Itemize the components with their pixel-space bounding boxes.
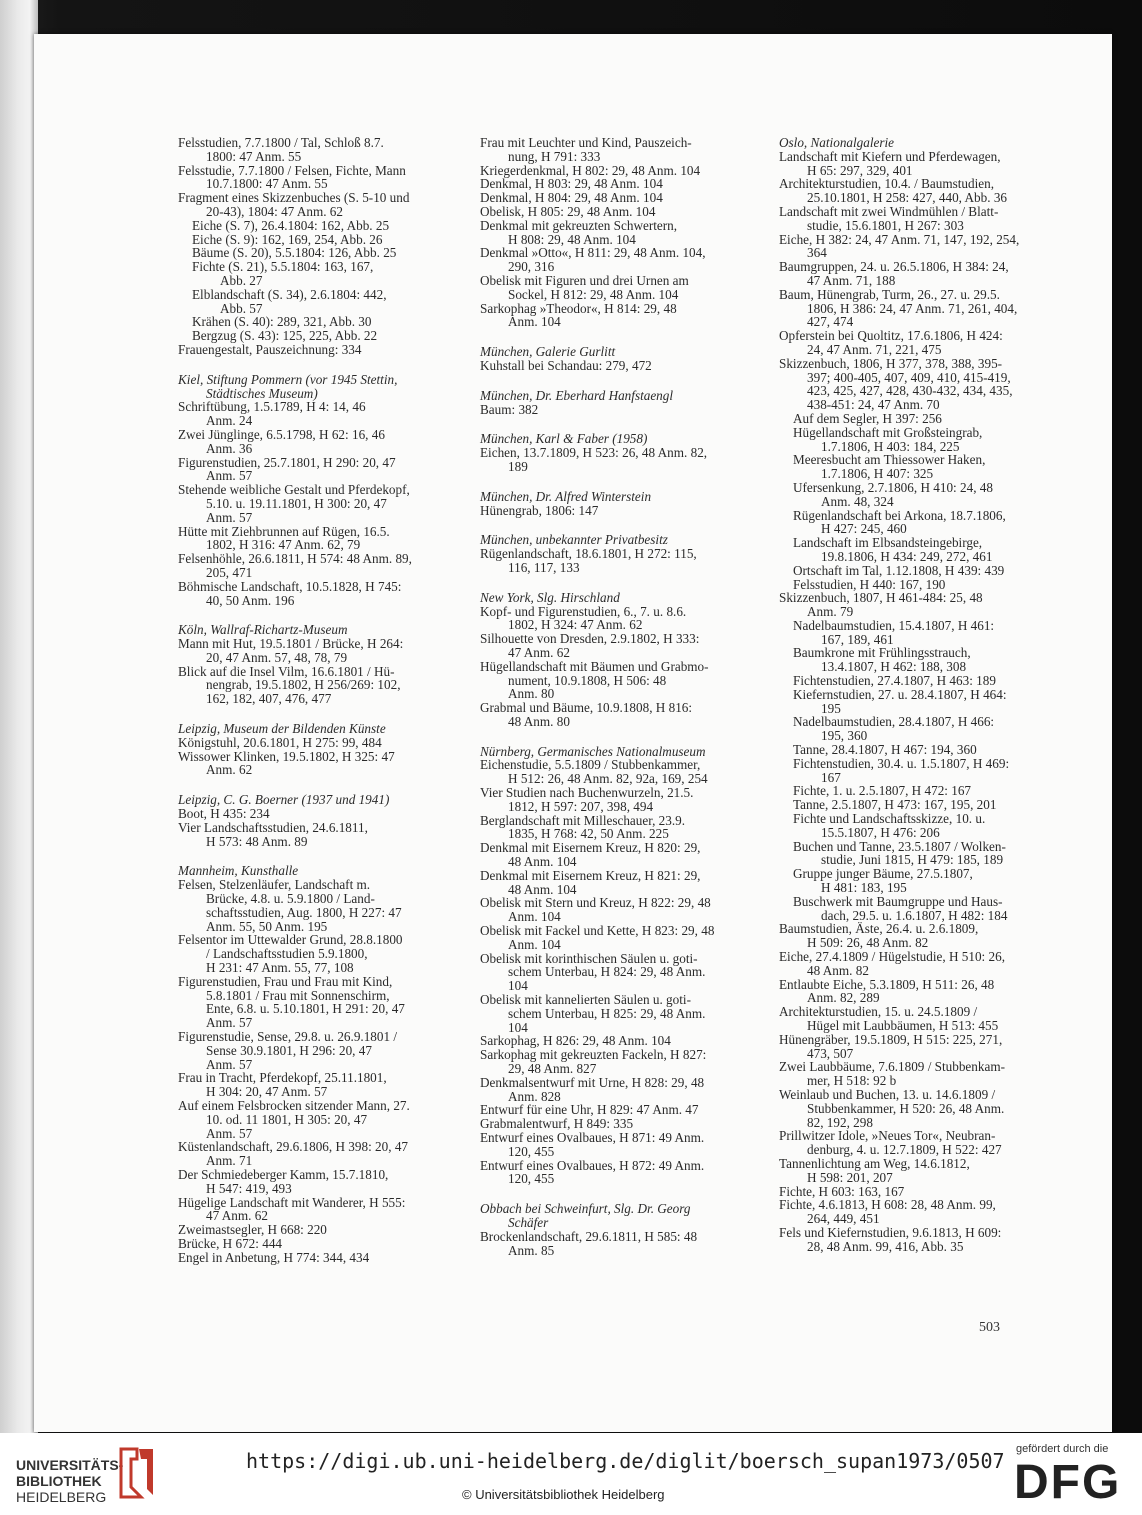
index-subentry: Bäume (S. 20), 5.5.1804: 126, Abb. 25 (192, 245, 397, 261)
collection-heading: Leipzig, C. G. Boerner (1937 und 1941) (178, 792, 390, 808)
index-entry: Hügelige Landschaft mit Wanderer, H 555: 47 Anm. 62 (178, 1194, 406, 1224)
permalink-url[interactable]: https://digi.ub.uni-heidelberg.de/diglit/boersch_supan1973/0507 (246, 1449, 1005, 1473)
collection-heading: Leipzig, Museum der Bildenden Künste (178, 721, 386, 737)
index-subentry: Ortschaft im Tal, 1.12.1808, H 439: 439 (793, 562, 1005, 578)
index-entry: Königstuhl, 20.6.1801, H 275: 99, 484 (178, 734, 382, 750)
index-subentry: Kiefernstudien, 27. u. 28.4.1807, H 464: 195 (793, 686, 1007, 716)
index-entry: Figurenstudien, Frau und Frau mit Kind, 5.8.1801 / Frau mit Sonnenschirm, Ente, 6.8. u. 5.10.1801, H 291: 20, 47 Anm. 57 (178, 973, 405, 1031)
index-subentry: Bergzug (S. 43): 125, 225, Abb. 22 (192, 328, 378, 344)
library-name-line-2: BIBLIOTHEK (16, 1473, 102, 1489)
index-subentry: Krähen (S. 40): 289, 321, Abb. 30 (192, 314, 372, 330)
index-entry: Felsstudie, 7.7.1800 / Felsen, Fichte, Mann 10.7.1800: 47 Anm. 55 (178, 162, 406, 192)
index-subentry: Tanne, 28.4.1807, H 467: 194, 360 (793, 742, 977, 758)
index-entry: Entlaubte Eiche, 5.3.1809, H 511: 26, 48 Anm. 82, 289 (779, 976, 995, 1006)
index-entry: Figurenstudien, 25.7.1801, H 290: 20, 47 Anm. 57 (178, 454, 396, 484)
index-column-1 (178, 136, 443, 1265)
index-entry: Sarkophag mit gekreuzten Fackeln, H 827: 29, 48 Anm. 827 (480, 1047, 707, 1077)
index-entry: Frau mit Leuchter und Kind, Pauszeich- nung, H 791: 333 (480, 135, 692, 164)
index-entry: Mann mit Hut, 19.5.1801 / Brücke, H 264: 20, 47 Anm. 57, 48, 78, 79 (178, 636, 404, 665)
library-name-line-1: UNIVERSITÄTS- (16, 1457, 124, 1473)
page-number: 503 (979, 1320, 1000, 1335)
index-subentry: Auf dem Segler, H 397: 256 (793, 410, 942, 426)
index-entry: Hütte mit Ziehbrunnen auf Rügen, 16.5. 1802, H 316: 47 Anm. 62, 79 (178, 523, 390, 553)
index-entry: Böhmische Landschaft, 10.5.1828, H 745: 40, 50 Anm. 196 (178, 578, 402, 608)
library-name-line-3: HEIDELBERG (16, 1489, 107, 1505)
index-subentry: Felsstudien, H 440: 167, 190 (793, 576, 946, 592)
index-entry: Grabmalentwurf, H 849: 335 (480, 1116, 634, 1132)
index-entry: Fichte, H 603: 163, 167 (779, 1183, 905, 1199)
index-entry: Baumstudien, Äste, 26.4. u. 2.6.1809, H 509: 26, 48 Anm. 82 (779, 921, 979, 951)
index-subentry: Nadelbaumstudien, 15.4.1807, H 461: 167, 189, 461 (793, 617, 995, 647)
index-entry: Obelisk mit kannelierten Säulen u. goti- schem Unterbau, H 825: 29, 48 Anm. 104 (480, 992, 706, 1035)
index-column-3 (779, 136, 1042, 1254)
index-entry: Prillwitzer Idole, »Neues Tor«, Neubran- denburg, 4. u. 12.7.1809, H 522: 427 (779, 1128, 1002, 1158)
index-subentry: Buschwerk mit Baumgruppe und Haus- dach, 29.5. u. 1.6.1807, H 482: 184 (793, 893, 1008, 923)
collection-heading: Oslo, Nationalgalerie (779, 135, 895, 150)
index-entry: Brockenlandschaft, 29.6.1811, H 585: 48 Anm. 85 (480, 1228, 698, 1258)
index-entry: Opferstein bei Quoltitz, 17.6.1806, H 424: 24, 47 Anm. 71, 221, 475 (779, 328, 1003, 357)
index-subentry: Eiche (S. 9): 162, 169, 254, Abb. 26 (192, 231, 383, 247)
index-column-2 (480, 136, 742, 1257)
index-entry: Denkmal »Otto«, H 811: 29, 48 Anm. 104, 290, 316 (480, 245, 706, 275)
collection-heading: München, Dr. Eberhard Hanfstaengl (480, 387, 674, 403)
index-entry: Hünengräber, 19.5.1809, H 515: 225, 271, 473, 507 (779, 1031, 1003, 1061)
index-entry: Baum, Hünengrab, Turm, 26., 27. u. 29.5. 1806, H 386: 24, 47 Anm. 71, 261, 404, 427, 474 (779, 286, 1018, 330)
index-entry: Felsstudien, 7.7.1800 / Tal, Schloß 8.7. 1800: 47 Anm. 55 (178, 135, 384, 164)
index-entry: Felsen, Stelzenläufer, Landschaft m. Brücke, 4.8. u. 5.9.1800 / Land- schaftsstudien, Aug. 1800, H 227: 47 Anm. 55, 50 Anm. 195 (178, 877, 402, 934)
index-entry: Landschaft mit zwei Windmühlen / Blatt- studie, 15.6.1801, H 267: 303 (779, 203, 999, 233)
index-entry: Skizzenbuch, 1806, H 377, 378, 388, 395- 397; 400-405, 407, 409, 410, 415-419, 423, 425, 427, 428, 430-432, 434, 435, 438-451: 24, 47 Anm. 70 (779, 355, 1013, 413)
index-subentry: Fichte (S. 21), 5.5.1804: 163, 167, Abb. 27 (192, 259, 374, 288)
index-entry: Tannenlichtung am Weg, 14.6.1812, H 598: 201, 207 (779, 1155, 970, 1185)
collection-heading: Kiel, Stiftung Pommern (vor 1945 Stettin, Städtisches Museum) (178, 371, 398, 401)
index-entry: Baum: 382 (480, 401, 539, 417)
index-entry: Küstenlandschaft, 29.6.1806, H 398: 20, 47 Anm. 71 (178, 1139, 409, 1169)
index-entry: Denkmal, H 803: 29, 48 Anm. 104 (480, 176, 663, 192)
index-entry: Engel in Anbetung, H 774: 344, 434 (178, 1249, 370, 1265)
index-entry: Kriegerdenkmal, H 802: 29, 48 Anm. 104 (480, 162, 701, 178)
index-entry: Landschaft mit Kiefern und Pferdewagen, H 65: 297, 329, 401 (779, 148, 1001, 178)
index-entry: Der Schmiedeberger Kamm, 15.7.1810, H 547: 419, 493 (178, 1166, 389, 1196)
index-subentry: Ufersenkung, 2.7.1806, H 410: 24, 48 Anm. 48, 324 (793, 479, 993, 509)
index-subentry: Fichtenstudien, 30.4. u. 1.5.1807, H 469: 167 (793, 755, 1010, 785)
dfg-logo-icon[interactable]: DFG (1014, 1456, 1122, 1509)
index-entry: Eiche, 27.4.1809 / Hügelstudie, H 510: 26, 48 Anm. 82 (779, 949, 1005, 978)
index-entry: Entwurf für eine Uhr, H 829: 47 Anm. 47 (480, 1102, 699, 1118)
funding-label: gefördert durch die (1016, 1443, 1109, 1455)
index-subentry: Baumkrone mit Frühlingsstrauch, 13.4.1807, H 462: 188, 308 (793, 645, 971, 675)
index-subentry: Buchen und Tanne, 23.5.1807 / Wolken- studie, Juni 1815, H 479: 185, 189 (793, 838, 1006, 868)
index-entry: Eichen, 13.7.1809, H 523: 26, 48 Anm. 82, 189 (480, 445, 708, 474)
index-entry: Denkmalsentwurf mit Urne, H 828: 29, 48 Anm. 828 (480, 1074, 705, 1104)
index-subentry: Fichte, 1. u. 2.5.1807, H 472: 167 (793, 783, 972, 799)
book-page (34, 34, 1112, 1432)
index-entry: Frau in Tracht, Pferdekopf, 25.11.1801, H 304: 20, 47 Anm. 57 (178, 1070, 387, 1100)
collection-heading: Köln, Wallraf-Richartz-Museum (178, 622, 348, 638)
index-entry: Obelisk mit korinthischen Säulen u. goti- schem Unterbau, H 824: 29, 48 Anm. 104 (480, 950, 706, 994)
index-entry: Sarkophag »Theodor«, H 814: 29, 48 Anm. 104 (480, 300, 677, 330)
index-entry: Grabmal und Bäume, 10.9.1808, H 816: 48 Anm. 80 (480, 700, 693, 729)
index-subentry: Rügenlandschaft bei Arkona, 18.7.1806, H 427: 245, 460 (793, 507, 1006, 537)
index-entry: Vier Landschaftsstudien, 24.6.1811, H 573: 48 Anm. 89 (178, 819, 368, 849)
index-entry: Architekturstudien, 10.4. / Baumstudien, 25.10.1801, H 258: 427, 440, Abb. 36 (779, 176, 1008, 206)
index-entry: Eichenstudie, 5.5.1809 / Stubbenkammer, H 512: 26, 48 Anm. 82, 92a, 169, 254 (480, 757, 708, 787)
index-entry: Fichte, 4.6.1813, H 608: 28, 48 Anm. 99, 264, 449, 451 (779, 1197, 996, 1227)
index-entry: Vier Studien nach Buchenwurzeln, 21.5. 1812, H 597: 207, 398, 494 (480, 785, 694, 814)
collection-heading: München, Dr. Alfred Winterstein (480, 488, 652, 504)
collection-heading: München, Galerie Gurlitt (480, 344, 616, 360)
index-entry: Wissower Klinken, 19.5.1802, H 325: 47 Anm. 62 (178, 748, 395, 778)
index-subentry: Hügellandschaft mit Großsteingrab, 1.7.1806, H 403: 184, 225 (793, 424, 983, 454)
index-entry: Eiche, H 382: 24, 47 Anm. 71, 147, 192, 254, 364 (779, 231, 1020, 261)
index-entry: Zwei Jünglinge, 6.5.1798, H 62: 16, 46 Anm. 36 (178, 426, 385, 456)
index-entry: Denkmal mit Eisernem Kreuz, H 820: 29, 48 Anm. 104 (480, 840, 701, 870)
collection-heading: Mannheim, Kunsthalle (178, 863, 299, 879)
index-subentry: Meeresbucht am Thiessower Haken, 1.7.1806, H 407: 325 (793, 452, 986, 482)
index-subentry: Eiche (S. 7), 26.4.1804: 162, Abb. 25 (192, 217, 390, 233)
index-entry: Weinlaub und Buchen, 13. u. 14.6.1809 / Stubbenkammer, H 520: 26, 48 Anm. 82, 192, 298 (779, 1086, 1005, 1130)
index-entry: Denkmal mit Eisernem Kreuz, H 821: 29, 48 Anm. 104 (480, 867, 701, 897)
index-entry: Kopf- und Figurenstudien, 6., 7. u. 8.6. 1802, H 324: 47 Anm. 62 (480, 603, 687, 633)
collection-heading: München, unbekannter Privatbesitz (480, 532, 668, 548)
index-entry: Entwurf eines Ovalbaues, H 871: 49 Anm. 120, 455 (480, 1130, 705, 1159)
index-entry: Fels und Kiefernstudien, 9.6.1813, H 609: 28, 48 Anm. 99, 416, Abb. 35 (779, 1224, 1002, 1254)
index-entry: Rügenlandschaft, 18.6.1801, H 272: 115, 116, 117, 133 (480, 546, 697, 575)
index-entry: Zwei Laubbäume, 7.6.1809 / Stubbenkam- mer, H 518: 92 b (779, 1059, 1005, 1089)
index-entry: Boot, H 435: 234 (178, 806, 270, 822)
index-subentry: Gruppe junger Bäume, 27.5.1807, H 481: 183, 195 (793, 866, 973, 896)
index-entry: Architekturstudien, 15. u. 24.5.1809 / Hügel mit Laubbäumen, H 513: 455 (779, 1004, 999, 1033)
index-entry: Fragment eines Skizzenbuches (S. 5-10 und 20-43), 1804: 47 Anm. 62 (178, 190, 410, 219)
index-entry: Skizzenbuch, 1807, H 461-484: 25, 48 Anm. 79 (779, 590, 983, 620)
collection-heading: New York, Slg. Hirschland (480, 589, 620, 605)
index-entry: Frauengestalt, Pauszeichnung: 334 (178, 341, 362, 357)
collection-heading: Nürnberg, Germanisches Nationalmuseum (480, 743, 706, 759)
index-subentry: Landschaft im Elbsandsteingebirge, 19.8.1806, H 434: 249, 272, 461 (793, 535, 993, 564)
index-entry: Auf einem Felsbrocken sitzender Mann, 27. 10. od. 11 1801, H 305: 20, 47 Anm. 57 (178, 1098, 410, 1141)
index-subentry: Elblandschaft (S. 34), 2.6.1804: 442, Abb. 57 (192, 286, 387, 316)
index-entry: Stehende weibliche Gestalt und Pferdekopf, 5.10. u. 19.11.1801, H 300: 20, 47 Anm. 57 (178, 482, 410, 525)
index-entry: Zweimastsegler, H 668: 220 (178, 1222, 327, 1238)
index-subentry: Tanne, 2.5.1807, H 473: 167, 195, 201 (793, 797, 997, 813)
index-entry: Berglandschaft mit Milleschauer, 23.9. 1835, H 768: 42, 50 Anm. 225 (480, 812, 686, 842)
index-entry: Obelisk, H 805: 29, 48 Anm. 104 (480, 203, 656, 219)
index-entry: Felsentor im Uttewalder Grund, 28.8.1800 / Landschaftsstudien 5.9.1800, H 231: 47 Anm. 55, 77, 108 (178, 932, 403, 976)
index-entry: Kuhstall bei Schandau: 279, 472 (480, 357, 652, 373)
index-entry: Hünengrab, 1806: 147 (480, 502, 599, 518)
index-entry: Felsenhöhle, 26.6.1811, H 574: 48 Anm. 89, 205, 471 (178, 551, 412, 580)
index-entry: Silhouette von Dresden, 2.9.1802, H 333: 47 Anm. 62 (480, 631, 700, 660)
index-subentry: Fichtenstudien, 27.4.1807, H 463: 189 (793, 673, 996, 689)
index-subentry: Fichte und Landschaftsskizze, 10. u. 15.5.1807, H 476: 206 (793, 811, 986, 840)
index-entry: Obelisk mit Figuren und drei Urnen am Sockel, H 812: 29, 48 Anm. 104 (480, 272, 689, 302)
index-entry: Obelisk mit Stern und Kreuz, H 822: 29, 48 Anm. 104 (480, 895, 711, 925)
collection-heading: München, Karl & Faber (1958) (480, 431, 648, 447)
left-page-edge (0, 0, 38, 1433)
index-entry: Denkmal mit gekreuzten Schwertern, H 808: 29, 48 Anm. 104 (480, 217, 678, 247)
index-entry: Figurenstudie, Sense, 29.8. u. 26.9.1801 / Sense 30.9.1801, H 296: 20, 47 Anm. 57 (178, 1029, 398, 1072)
library-name[interactable] (16, 1457, 123, 1505)
index-subentry: Nadelbaumstudien, 28.4.1807, H 466: 195, 360 (793, 714, 995, 744)
library-logo-icon[interactable] (117, 1445, 157, 1501)
index-entry: Baumgruppen, 24. u. 26.5.1806, H 384: 24, 47 Anm. 71, 188 (779, 259, 1009, 288)
viewer-footer (0, 1433, 1142, 1515)
index-entry: Schriftübung, 1.5.1789, H 4: 14, 46 Anm. 24 (178, 399, 366, 429)
collection-heading: Obbach bei Schweinfurt, Slg. Dr. Georg Schäfer (480, 1201, 691, 1230)
index-entry: Brücke, H 672: 444 (178, 1235, 283, 1251)
index-entry: Denkmal, H 804: 29, 48 Anm. 104 (480, 190, 663, 206)
index-entry: Entwurf eines Ovalbaues, H 872: 49 Anm. 120, 455 (480, 1157, 705, 1187)
index-entry: Blick auf die Insel Vilm, 16.6.1801 / Hü- nengrab, 19.5.1802, H 256/269: 102, 162, 182, 407, 476, 477 (178, 663, 401, 707)
index-entry: Sarkophag, H 826: 29, 48 Anm. 104 (480, 1033, 671, 1049)
index-entry: Obelisk mit Fackel und Kette, H 823: 29, 48 Anm. 104 (480, 923, 715, 952)
index-entry: Hügellandschaft mit Bäumen und Grabmo- nument, 10.9.1808, H 506: 48 Anm. 80 (480, 658, 709, 702)
copyright-notice: © Universitätsbibliothek Heidelberg (462, 1487, 665, 1502)
